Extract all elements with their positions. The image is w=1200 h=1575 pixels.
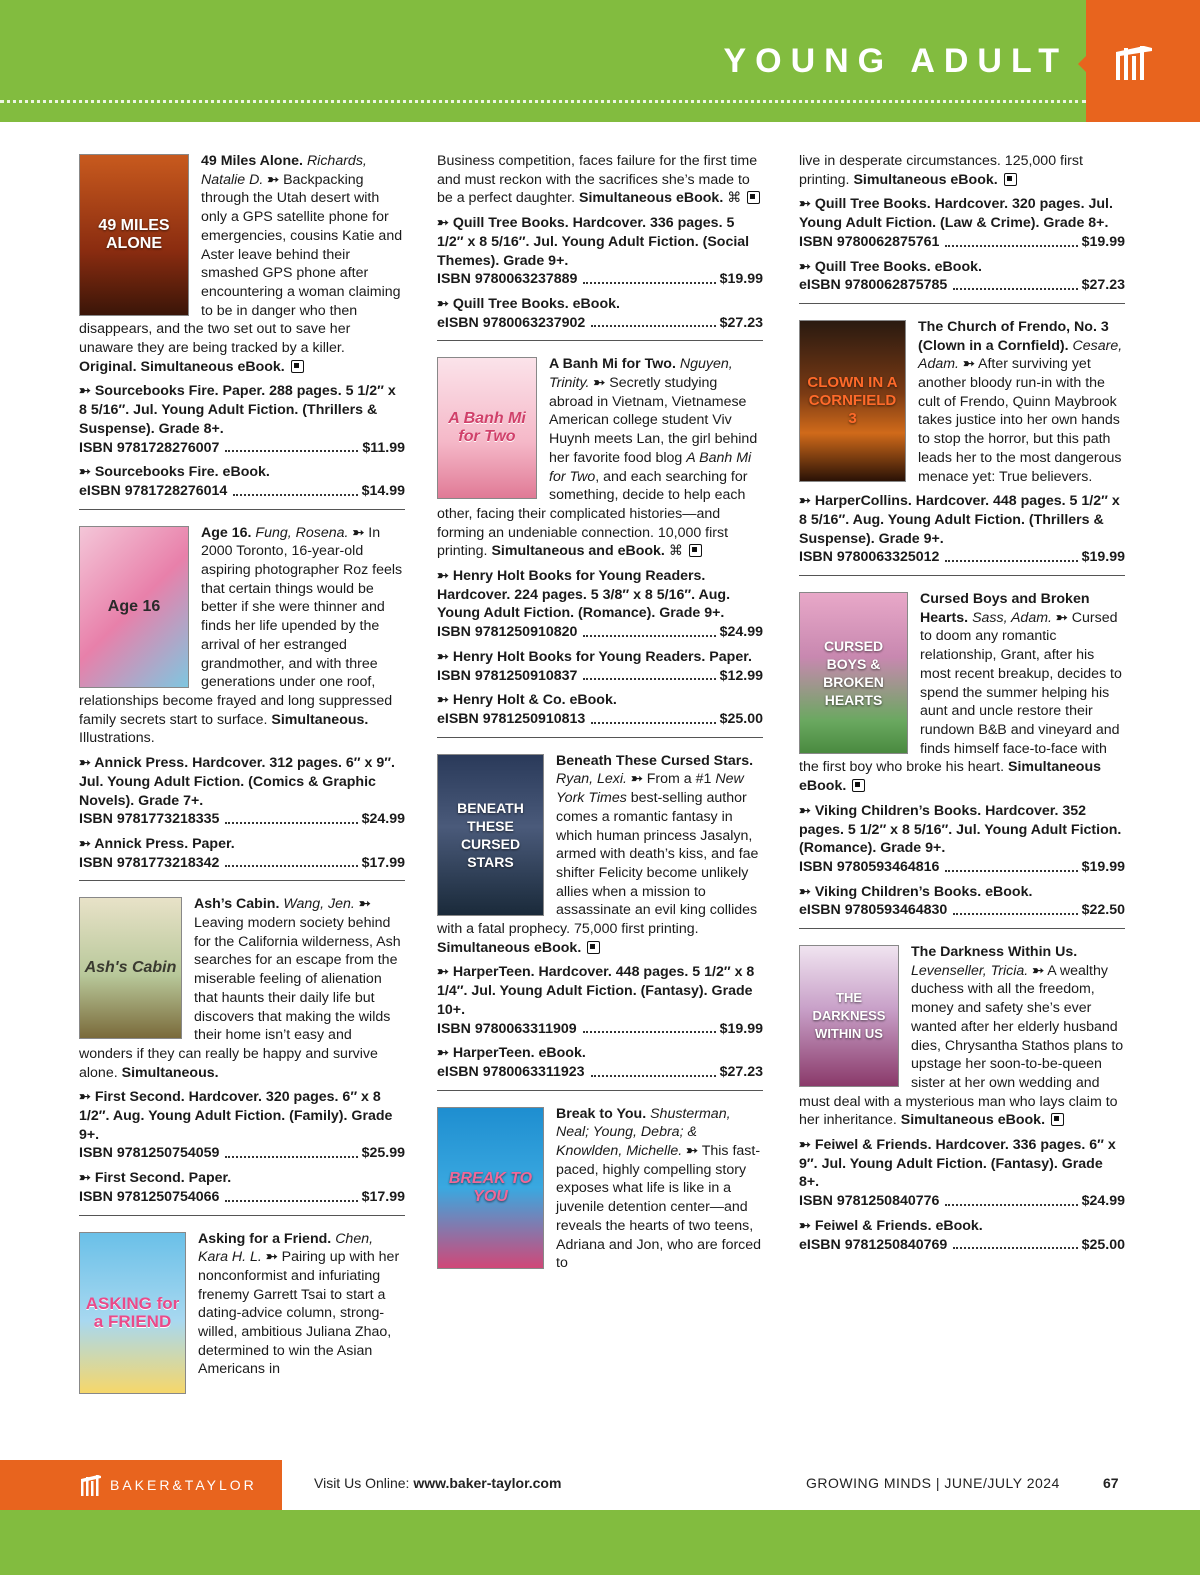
isbn-price-line bbox=[437, 314, 763, 333]
isbn-price-line bbox=[79, 854, 405, 873]
book-cover[interactable] bbox=[437, 1107, 544, 1269]
isbn: eISBN 9781250910813 bbox=[437, 710, 586, 727]
simultaneous-ebook-icon bbox=[291, 360, 304, 373]
format-line: ➳ Quill Tree Books. Hardcover. 320 pages. Jul. Young Adult Fiction. (Law & Crime). Grade 8+. bbox=[799, 196, 1113, 232]
brand-tab bbox=[1086, 0, 1200, 122]
book-title: Asking for a Friend. bbox=[198, 1230, 332, 1247]
dot-leader bbox=[233, 482, 357, 496]
cover-title: BENEATH THESE CURSED STARS bbox=[457, 799, 524, 870]
price: $19.99 bbox=[719, 1020, 763, 1037]
book-entry bbox=[79, 509, 405, 881]
book-cover[interactable] bbox=[79, 897, 182, 1039]
cover-title: THE DARKNESS WITHIN US bbox=[812, 990, 886, 1042]
book-entry bbox=[79, 1215, 405, 1404]
isbn: eISBN 9781728276014 bbox=[79, 482, 228, 499]
book-cover[interactable] bbox=[437, 357, 537, 499]
price: $24.99 bbox=[1081, 1193, 1125, 1210]
arrow-icon: ➳ bbox=[686, 1143, 699, 1160]
arrow-icon: ➳ bbox=[358, 896, 371, 913]
book-author: Richards, Natalie D. bbox=[201, 153, 367, 188]
book-availability: Simultaneous eBook. bbox=[579, 190, 724, 207]
book-author: Ryan, Lexi. bbox=[556, 771, 627, 788]
format-line: ➳ Sourcebooks Fire. eBook. bbox=[79, 464, 270, 481]
dot-leader bbox=[583, 1020, 716, 1034]
isbn-price-line bbox=[799, 276, 1125, 295]
isbn-price-line bbox=[799, 548, 1125, 567]
format-line: ➳ Sourcebooks Fire. Paper. 288 pages. 5 1/2″ x 8 5/16″. Jul. Young Adult Fiction. (Thrillers & Suspense). Grade 8+. bbox=[79, 383, 396, 437]
column-3 bbox=[799, 152, 1125, 1262]
cover-title: Ash's Cabin bbox=[84, 959, 177, 977]
format-line: ➳ HarperCollins. Hardcover. 448 pages. 5 1/2″ x 8 5/16″. Aug. Young Adult Fiction. (Thrillers & Suspense). Grade 9+. bbox=[799, 493, 1120, 547]
dot-leader bbox=[583, 270, 715, 284]
isbn: ISBN 9781250754066 bbox=[79, 1188, 220, 1205]
price: $17.99 bbox=[361, 854, 405, 871]
book-cover[interactable] bbox=[437, 754, 544, 916]
book-description: A wealthy duchess with all the freedom, money and safety she’s ever wanted after her elderly husband dies, Chrysantha Stathos plans to upstage her soon-to-be-queen sister at her own wedding and must deal with a mysterious man who lays claim to her inheritance. bbox=[799, 962, 1124, 1129]
format-line: ➳ Quill Tree Books. eBook. bbox=[437, 295, 620, 312]
simultaneous-ebook-icon bbox=[1004, 173, 1017, 186]
dot-leader bbox=[953, 276, 1077, 290]
dot-leader bbox=[225, 1144, 357, 1158]
brand-name: BAKER&TAYLOR bbox=[110, 1477, 257, 1493]
book-description: , and each searching for something, decide to help each other, facing their complicated histories—and forming an undeniable connection. 10,000 first printing. bbox=[437, 468, 748, 560]
book-availability: Simultaneous. bbox=[121, 1064, 219, 1081]
isbn: eISBN 9780593464830 bbox=[799, 902, 948, 919]
book-availability: Simultaneous. bbox=[271, 711, 369, 728]
book-cover[interactable] bbox=[79, 154, 189, 316]
price: $19.99 bbox=[719, 271, 763, 288]
isbn: eISBN 9780063311923 bbox=[437, 1063, 585, 1080]
format-line: ➳ Viking Children’s Books. Hardcover. 352 pages. 5 1/2″ x 8 5/16″. Jul. Young Adult Fiction. (Romance). Grade 9+. bbox=[799, 802, 1122, 857]
price: $27.23 bbox=[1081, 277, 1125, 294]
book-entry bbox=[799, 575, 1125, 928]
isbn-price-line bbox=[79, 1188, 405, 1207]
dot-leader bbox=[591, 710, 715, 724]
website-link[interactable]: www.baker-taylor.com bbox=[413, 1475, 562, 1491]
magazine-issue: GROWING MINDS | JUNE/JULY 2024 bbox=[806, 1475, 1060, 1491]
book-availability: Simultaneous and eBook. bbox=[491, 543, 665, 560]
arrow-icon: ➳ bbox=[267, 171, 280, 188]
price: $12.99 bbox=[719, 667, 763, 684]
book-description: Pairing up with her nonconformist and infuriating frenemy Garrett Tsai to start a dating-advice column, strong-willed, ambitious Juliana Zhao, determined to win the Asian Americans in bbox=[198, 1249, 400, 1378]
command-key-icon: ⌘ bbox=[727, 190, 742, 207]
format-line: ➳ Quill Tree Books. Hardcover. 336 pages. 5 1/2″ x 8 5/16″. Jul. Young Adult Fiction. (Social Themes). Grade 9+. bbox=[437, 215, 750, 269]
dot-leader bbox=[225, 1188, 357, 1202]
dot-leader bbox=[225, 439, 358, 453]
book-cover[interactable] bbox=[799, 945, 899, 1087]
isbn: ISBN 9781250840776 bbox=[799, 1193, 940, 1210]
isbn: ISBN 9780593464816 bbox=[799, 858, 940, 875]
book-author: Levenseller, Tricia. bbox=[911, 962, 1029, 979]
book-title: 49 Miles Alone. bbox=[201, 153, 303, 169]
isbn: eISBN 9780062875785 bbox=[799, 277, 948, 294]
price: $27.23 bbox=[719, 314, 763, 331]
price: $14.99 bbox=[361, 482, 405, 499]
book-author: Nguyen, Trinity. bbox=[549, 356, 733, 392]
isbn-price-line bbox=[79, 1144, 405, 1163]
book-description: Business competition, faces failure for the first time and must reckon with the sacrifices she’s made to be a perfect daughter. bbox=[437, 153, 758, 207]
book-description-italic: New York Times bbox=[556, 771, 744, 807]
page-header bbox=[0, 0, 1200, 122]
book-title: The Church of Frendo, No. 3 (Clown in a Cornfield). bbox=[918, 318, 1109, 354]
visit-label: Visit Us Online: bbox=[314, 1475, 410, 1491]
section-title: YOUNG ADULT bbox=[723, 42, 1068, 80]
book-cover[interactable] bbox=[799, 592, 908, 754]
dot-leader bbox=[945, 1192, 1077, 1206]
book-availability: Simultaneous eBook. bbox=[799, 759, 1102, 795]
isbn-price-line bbox=[437, 270, 763, 289]
isbn-price-line bbox=[437, 623, 763, 642]
isbn: ISBN 9781773218342 bbox=[79, 854, 220, 871]
format-line: ➳ Quill Tree Books. eBook. bbox=[799, 258, 982, 275]
price: $11.99 bbox=[362, 439, 405, 456]
footer-green-band bbox=[0, 1510, 1200, 1575]
isbn: ISBN 9780063237889 bbox=[437, 271, 578, 288]
book-description: Secretly studying abroad in Vietnam, Vietnamese American college student Viv Huynh meets Lan, the girl behind her favorite food blog bbox=[549, 375, 758, 466]
book-availability: Simultaneous eBook. bbox=[900, 1112, 1046, 1129]
price: $17.99 bbox=[361, 1188, 405, 1205]
book-availability: Simultaneous eBook. bbox=[437, 939, 582, 956]
isbn: eISBN 9780063237902 bbox=[437, 314, 586, 331]
isbn-price-line bbox=[79, 810, 405, 829]
book-title: The Darkness Within Us. bbox=[911, 944, 1078, 961]
book-entry-continued bbox=[799, 152, 1125, 303]
format-line: ➳ Feiwel & Friends. eBook. bbox=[799, 1217, 983, 1234]
price: $25.00 bbox=[1081, 1236, 1125, 1253]
book-extra: Illustrations. bbox=[79, 730, 155, 747]
command-key-icon: ⌘ bbox=[668, 543, 684, 560]
column-2 bbox=[437, 152, 763, 1281]
cover-title: BREAK TO YOU bbox=[448, 1169, 533, 1205]
price: $24.99 bbox=[361, 811, 405, 828]
book-description: Cursed to doom any romantic relationship, Grant, after his most recent breakup, decides to spend the summer helping his aunt and uncle restore their rundown B&B and vineyard and finds himself face-to-face with the first boy who broke his heart. bbox=[799, 609, 1122, 776]
cover-title: CURSED BOYS & BROKEN HEARTS bbox=[823, 638, 884, 709]
dot-leader bbox=[945, 858, 1077, 872]
book-title: Beneath These Cursed Stars. bbox=[556, 752, 754, 769]
book-author: Fung, Rosena. bbox=[255, 524, 349, 541]
format-line: ➳ Viking Children’s Books. eBook. bbox=[799, 883, 1033, 900]
format-line: ➳ HarperTeen. eBook. bbox=[437, 1045, 586, 1062]
book-description-italic: A Banh Mi for Two bbox=[549, 449, 752, 485]
price: $19.99 bbox=[1081, 858, 1125, 875]
price: $27.23 bbox=[719, 1063, 763, 1080]
isbn: ISBN 9781250754059 bbox=[79, 1145, 220, 1162]
isbn: ISBN 9780062875761 bbox=[799, 233, 940, 250]
book-cover[interactable] bbox=[799, 320, 906, 482]
isbn-price-line bbox=[799, 1236, 1125, 1255]
cover-title: 49 MILES ALONE bbox=[98, 217, 170, 252]
book-description: live in desperate circumstances. 125,000 first printing. bbox=[799, 153, 1083, 188]
isbn: ISBN 9781728276007 bbox=[79, 439, 220, 456]
visit-online bbox=[314, 1475, 561, 1491]
arrow-icon: ➳ bbox=[1055, 609, 1068, 626]
isbn-price-line bbox=[437, 1063, 763, 1082]
book-availability: Original. Simultaneous eBook. bbox=[79, 358, 285, 375]
book-cover[interactable] bbox=[79, 526, 189, 688]
dot-leader bbox=[591, 1063, 716, 1077]
price: $25.99 bbox=[361, 1145, 405, 1162]
dot-leader bbox=[945, 548, 1077, 562]
arrow-icon: ➳ bbox=[265, 1249, 278, 1266]
format-line: ➳ Annick Press. Hardcover. 312 pages. 6″ x 9″. Jul. Young Adult Fiction. (Comics & Graphic Novels). Grade 7+. bbox=[79, 755, 395, 809]
cover-title: ASKING for a FRIEND bbox=[85, 1293, 180, 1331]
book-title: Ash’s Cabin. bbox=[194, 896, 280, 913]
price: $22.50 bbox=[1081, 902, 1125, 919]
isbn: eISBN 9781250840769 bbox=[799, 1236, 948, 1253]
format-line: ➳ Annick Press. Paper. bbox=[79, 835, 235, 852]
book-entry bbox=[79, 152, 405, 509]
cover-title: A Banh Mi for Two bbox=[448, 410, 526, 446]
cover-title: CLOWN IN A CORNFIELD 3 bbox=[807, 373, 898, 427]
book-description: From a #1 bbox=[642, 771, 716, 788]
arrow-icon: ➳ bbox=[1032, 962, 1045, 979]
isbn-price-line bbox=[799, 858, 1125, 877]
cover-title: Age 16 bbox=[107, 597, 161, 615]
format-line: ➳ First Second. Paper. bbox=[79, 1170, 232, 1187]
price: $19.99 bbox=[1081, 233, 1125, 250]
format-line: ➳ Henry Holt & Co. eBook. bbox=[437, 692, 617, 709]
baker-taylor-logo-icon bbox=[80, 1473, 102, 1497]
book-description: After surviving yet another bloody run-in with the cult of Frendo, Quinn Maybrook takes justice into her own hands to stop the horror, but this path leads her to the most dangerous menace yet: True believers. bbox=[918, 356, 1122, 485]
simultaneous-ebook-icon bbox=[587, 941, 600, 954]
book-description: Backpacking through the Utah desert with only a GPS satellite phone for emergencies, cousins Katie and Aster leave behind their smashed GPS phone after encountering a woman claiming to be in danger who then disappears, and the two set out to save her unaware they are being tracked by a killer. bbox=[79, 171, 403, 357]
book-author: Shusterman, Neal; Young, Debra; & Knowlden, Michelle. bbox=[556, 1105, 731, 1160]
footer-brand-bar bbox=[0, 1460, 282, 1510]
book-author: Cesare, Adam. bbox=[918, 337, 1123, 373]
price: $19.99 bbox=[1081, 549, 1125, 566]
book-title: A Banh Mi for Two. bbox=[549, 356, 676, 373]
simultaneous-ebook-icon bbox=[747, 191, 760, 204]
isbn-price-line bbox=[79, 482, 405, 501]
book-author: Wang, Jen. bbox=[283, 896, 355, 913]
book-availability: Simultaneous eBook. bbox=[853, 171, 998, 188]
isbn-price-line bbox=[799, 1192, 1125, 1211]
book-description: In 2000 Toronto, 16-year-old aspiring photographer Roz feels that certain things would be better if she were thinner and finds her life upended by the arrival of her estranged grandmother, and with three generations under one roof, relationships become frayed and long suppressed family secrets start to surface. bbox=[79, 524, 403, 728]
book-entry bbox=[799, 928, 1125, 1262]
book-entry bbox=[437, 340, 763, 736]
format-line: ➳ HarperTeen. Hardcover. 448 pages. 5 1/2″ x 8 1/4″. Jul. Young Adult Fiction. (Fantasy). Grade 10+. bbox=[437, 964, 755, 1018]
format-line: ➳ First Second. Hardcover. 320 pages. 6″ x 8 1/2″. Aug. Young Adult Fiction. (Family). Grade 9+. bbox=[79, 1089, 393, 1143]
price: $24.99 bbox=[719, 624, 763, 641]
dot-leader bbox=[583, 623, 715, 637]
book-title: Age 16. bbox=[201, 524, 252, 541]
book-author: Chen, Kara H. L. bbox=[198, 1230, 374, 1266]
dot-leader bbox=[225, 854, 357, 868]
book-title: Cursed Boys and Broken Hearts. bbox=[920, 591, 1090, 626]
isbn-price-line bbox=[437, 710, 763, 729]
isbn-price-line bbox=[437, 1020, 763, 1039]
simultaneous-ebook-icon bbox=[852, 779, 865, 792]
page-number: 67 bbox=[1103, 1475, 1119, 1491]
dot-leader bbox=[225, 810, 357, 824]
book-entry bbox=[437, 737, 763, 1090]
book-author: Sass, Adam. bbox=[972, 609, 1052, 626]
isbn-price-line bbox=[799, 233, 1125, 252]
format-line: ➳ Henry Holt Books for Young Readers. Paper. bbox=[437, 648, 752, 665]
format-line: ➳ Feiwel & Friends. Hardcover. 336 pages. 6″ x 9″. Jul. Young Adult Fiction. (Fantasy). Grade 8+. bbox=[799, 1137, 1116, 1191]
book-entry bbox=[79, 880, 405, 1214]
book-entry-continued bbox=[437, 152, 763, 340]
price: $25.00 bbox=[719, 710, 763, 727]
book-description: Leaving modern society behind for the California wilderness, Ash searches for an escape from the miserable feeling of alienation that haunts their daily life but discovers that making the wilds their home isn’t easy and wonders if they can really be happy and survive alone. bbox=[79, 915, 401, 1081]
book-cover[interactable] bbox=[79, 1232, 186, 1394]
arrow-icon: ➳ bbox=[593, 375, 606, 392]
dot-leader bbox=[945, 233, 1077, 247]
tab-pointer bbox=[1078, 56, 1086, 72]
arrow-icon: ➳ bbox=[630, 771, 643, 788]
simultaneous-ebook-icon bbox=[689, 544, 702, 557]
dot-leader bbox=[953, 1236, 1077, 1250]
baker-taylor-logo-icon bbox=[1114, 42, 1154, 82]
arrow-icon: ➳ bbox=[352, 524, 365, 541]
header-dotted-rule bbox=[0, 100, 1086, 103]
isbn-price-line bbox=[79, 439, 405, 458]
isbn: ISBN 9781250910820 bbox=[437, 624, 578, 641]
book-description: best-selling author comes a romantic fantasy in which human princess Jasalyn, armed with death’s kiss, and fae shifter Felicity become unlikely allies when a mission to assassinate an evil king collides with a fatal prophecy. 75,000 first printing. bbox=[437, 790, 759, 938]
isbn: ISBN 9781250910837 bbox=[437, 667, 578, 684]
format-line: ➳ Henry Holt Books for Young Readers. Hardcover. 224 pages. 5 3/8″ x 8 5/16″. Aug. Young Adult Fiction. (Romance). Grade 9+. bbox=[437, 568, 731, 622]
isbn-price-line bbox=[799, 901, 1125, 920]
book-entry bbox=[799, 303, 1125, 575]
book-entry bbox=[437, 1090, 763, 1281]
isbn: ISBN 9780063311909 bbox=[437, 1020, 577, 1037]
isbn: ISBN 9781773218335 bbox=[79, 811, 220, 828]
simultaneous-ebook-icon bbox=[1051, 1113, 1064, 1126]
book-description: This fast-paced, highly compelling story exposes what life is like in a juvenile detention center—and reveals the hearts of two teens, Adriana and Jon, who are forced to bbox=[556, 1143, 762, 1272]
isbn: ISBN 9780063325012 bbox=[799, 549, 940, 566]
book-title: Break to You. bbox=[556, 1105, 647, 1122]
dot-leader bbox=[591, 314, 715, 328]
column-1 bbox=[79, 152, 405, 1404]
isbn-price-line bbox=[437, 667, 763, 686]
dot-leader bbox=[953, 901, 1077, 915]
dot-leader bbox=[583, 667, 715, 681]
arrow-icon: ➳ bbox=[962, 356, 975, 373]
